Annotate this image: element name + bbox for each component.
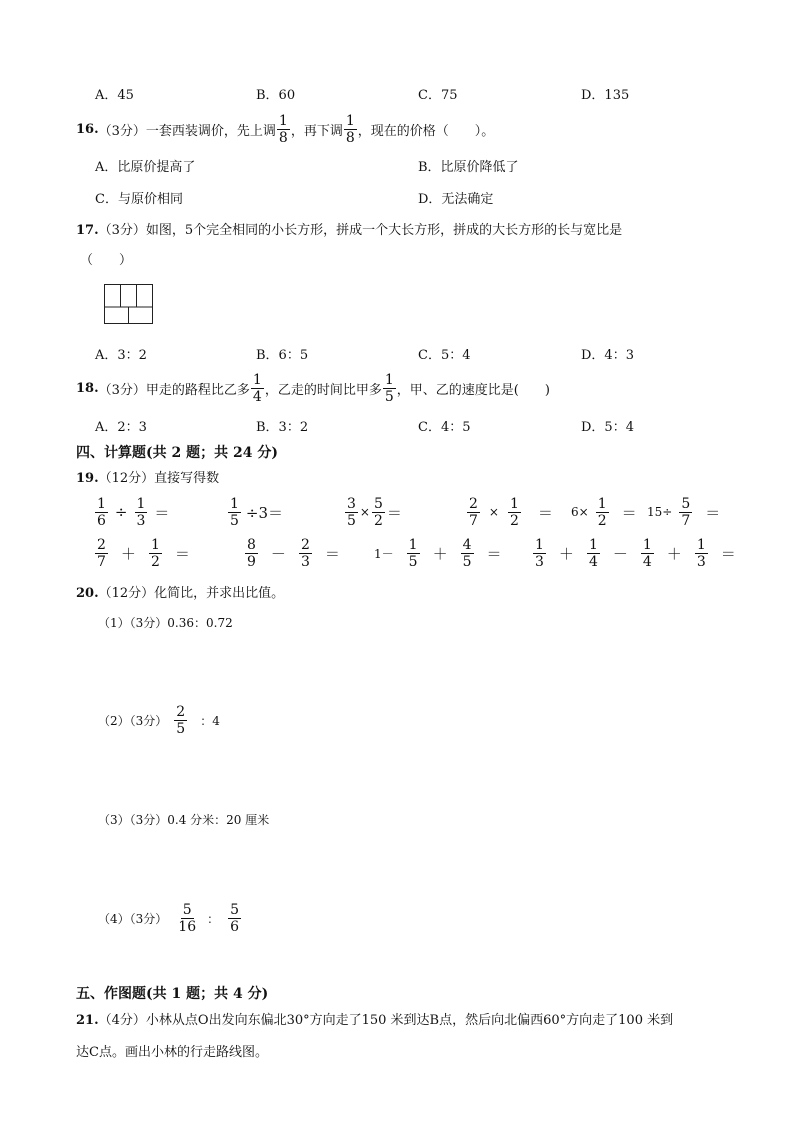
q20-part-1: （1）（3分）0.36：0.72 <box>98 616 233 630</box>
expr-10 <box>532 534 736 572</box>
numerator: 1 <box>150 536 160 553</box>
denominator: 5 <box>408 553 418 570</box>
numerator: 1 <box>408 536 418 553</box>
numerator: 5 <box>373 495 383 512</box>
denominator: 5 <box>176 720 186 737</box>
numerator: 3 <box>347 495 356 512</box>
q16-option-d: D．无法确定 <box>418 192 494 207</box>
expr-3 <box>344 493 402 531</box>
denominator: 2 <box>509 512 519 529</box>
expr-4 <box>466 493 553 531</box>
denominator: 6 <box>230 918 240 935</box>
fraction <box>679 496 692 529</box>
question-20-stem <box>76 582 284 601</box>
denominator: 6 <box>97 512 106 529</box>
fraction <box>407 537 420 570</box>
stem-text: ，再下调 <box>290 123 343 139</box>
denominator: 2 <box>373 512 383 529</box>
fraction <box>587 537 600 570</box>
question-number: 19. <box>76 471 99 486</box>
q16-option-c: C．与原价相同 <box>95 192 183 207</box>
question-number: 16. <box>76 121 99 137</box>
q15-option-b: B．60 <box>256 88 296 103</box>
question-score: （3分） <box>98 123 146 139</box>
q18-option-a: A．2：3 <box>95 420 147 435</box>
section-5-title: 五、作图题(共 1 题；共 4 分) <box>76 986 269 1002</box>
q20-part-3: （3）（3分）0.4 分米：20 厘米 <box>98 813 270 827</box>
fraction <box>383 372 396 405</box>
stem-text: ，甲、乙的速度比是( ) <box>396 382 550 398</box>
expr-6 <box>647 493 720 531</box>
fraction <box>533 537 546 570</box>
fraction <box>299 537 312 570</box>
operator: ＋ <box>120 544 136 563</box>
denominator: 5 <box>230 512 239 529</box>
operator: － <box>270 544 286 563</box>
equals-sign: ＝ <box>705 503 721 522</box>
equals-sign: ＝ <box>154 503 170 522</box>
stem-text: 一套西装调价，先上调 <box>145 123 276 139</box>
fraction <box>245 537 258 570</box>
fraction <box>641 537 654 570</box>
denominator: 5 <box>384 388 394 405</box>
denominator: 2 <box>150 553 160 570</box>
numerator: 2 <box>469 495 478 512</box>
q15-option-c: C．75 <box>418 88 458 103</box>
denominator: 3 <box>136 512 146 529</box>
denominator: 3 <box>300 553 310 570</box>
operator: ÷ <box>114 503 128 521</box>
numerator: 5 <box>681 495 691 512</box>
question-score: （12分） <box>98 586 155 601</box>
q17-option-b: B．6：5 <box>256 348 309 363</box>
numerator: 1 <box>597 495 607 512</box>
q17-option-c: C．5：4 <box>418 348 471 363</box>
operator: ＋ <box>432 544 448 563</box>
numerator: 1 <box>252 371 262 388</box>
operator: 1－ <box>374 546 394 561</box>
stem-text: ，乙走的时间比甲多 <box>264 382 382 398</box>
fraction <box>344 113 357 146</box>
question-18-stem <box>76 369 550 407</box>
fraction <box>277 113 290 146</box>
numerator: 1 <box>384 371 394 388</box>
denominator: 4 <box>252 388 262 405</box>
operator: × <box>359 505 370 519</box>
operator: ＋ <box>666 544 682 563</box>
denominator: 9 <box>247 553 256 570</box>
numerator: 8 <box>247 536 256 553</box>
part-label: （2）（3分） <box>98 713 168 728</box>
fraction <box>467 496 480 529</box>
question-number: 18. <box>76 380 99 396</box>
equals-sign: ＝ <box>537 503 553 522</box>
expr-5 <box>571 493 637 531</box>
fraction <box>251 372 264 405</box>
denominator: 16 <box>178 918 197 935</box>
denominator: 2 <box>597 512 607 529</box>
denominator: 7 <box>469 512 478 529</box>
fraction <box>596 496 609 529</box>
denominator: 4 <box>642 553 652 570</box>
denominator: 8 <box>278 129 288 146</box>
expr-1 <box>94 493 169 531</box>
numerator: 1 <box>535 536 544 553</box>
q15-option-a: A．45 <box>95 88 134 103</box>
ratio-colon: ： <box>207 911 220 926</box>
numerator: 5 <box>182 901 192 918</box>
numerator: 1 <box>278 112 288 129</box>
question-score: （12分） <box>98 471 155 486</box>
operator: × <box>488 505 499 519</box>
numerator: 4 <box>462 536 472 553</box>
operator: ÷3＝ <box>245 503 284 522</box>
rectangle-figure <box>104 284 153 324</box>
fraction <box>174 704 187 737</box>
question-19-stem <box>76 467 219 486</box>
q18-option-d: D．5：4 <box>581 420 634 435</box>
denominator: 3 <box>696 553 706 570</box>
operator: － <box>612 544 628 563</box>
stem-text: 小林从点O出发向东偏北30°方向走了150 米到达B点，然后向北偏西60°方向走了100 米到 <box>145 1013 674 1028</box>
equals-sign: ＝ <box>174 544 190 563</box>
equals-sign: ＝ <box>324 544 340 563</box>
fraction <box>372 496 385 529</box>
q18-option-c: C．4：5 <box>418 420 471 435</box>
fraction <box>149 537 162 570</box>
question-21-line-2: 达C点。画出小林的行走路线图。 <box>76 1045 268 1060</box>
fraction <box>95 496 108 529</box>
expr-9 <box>374 534 502 572</box>
question-17-stem <box>76 219 622 238</box>
q17-option-a: A．3：2 <box>95 348 147 363</box>
section-4-title: 四、计算题(共 2 题；共 24 分) <box>76 445 278 461</box>
denominator: 7 <box>97 553 106 570</box>
question-number: 21. <box>76 1013 99 1028</box>
numerator: 2 <box>176 703 186 720</box>
numerator: 1 <box>588 536 598 553</box>
denominator: 3 <box>535 553 544 570</box>
ratio-tail: ：4 <box>200 713 220 728</box>
q20-part-4 <box>98 898 242 938</box>
stem-text: 甲走的路程比乙多 <box>145 382 250 398</box>
fraction <box>345 496 358 529</box>
fraction <box>135 496 148 529</box>
denominator: 7 <box>681 512 691 529</box>
denominator: 4 <box>588 553 598 570</box>
expr-7 <box>94 534 190 572</box>
numerator: 1 <box>509 495 519 512</box>
expr-8 <box>244 534 340 572</box>
part-label: （4）（3分） <box>98 911 168 926</box>
q15-option-d: D．135 <box>581 88 630 103</box>
fraction <box>228 496 241 529</box>
numerator: 1 <box>642 536 652 553</box>
fraction <box>508 496 521 529</box>
equals-sign: ＝ <box>720 544 736 563</box>
operator: 15÷ <box>647 505 673 519</box>
question-17-paren: （ ） <box>80 253 133 268</box>
numerator: 1 <box>345 112 355 129</box>
numerator: 2 <box>97 536 106 553</box>
question-number: 17. <box>76 223 99 238</box>
fraction <box>228 902 241 935</box>
q20-part-2 <box>98 701 220 739</box>
q16-option-b: B．比原价降低了 <box>418 160 519 175</box>
denominator: 5 <box>347 512 356 529</box>
q18-option-b: B．3：2 <box>256 420 309 435</box>
fraction <box>695 537 708 570</box>
operator: 6× <box>571 505 589 519</box>
numerator: 1 <box>97 495 106 512</box>
question-score: （3分） <box>98 223 146 238</box>
numerator: 1 <box>696 536 706 553</box>
stem-text: ，现在的价格（ ）。 <box>357 123 495 139</box>
denominator: 8 <box>345 129 355 146</box>
equals-sign: ＝ <box>486 544 502 563</box>
equals-sign: ＝ <box>386 503 402 522</box>
fraction <box>95 537 108 570</box>
expr-2 <box>227 493 283 531</box>
stem-text: 化简比，并求出比值。 <box>154 586 285 601</box>
stem-text: 直接写得数 <box>154 471 220 486</box>
question-number: 20. <box>76 586 99 601</box>
question-21-line-1 <box>76 1009 673 1028</box>
q17-option-d: D．4：3 <box>581 348 634 363</box>
numerator: 1 <box>230 495 239 512</box>
numerator: 1 <box>136 495 146 512</box>
q16-option-a: A．比原价提高了 <box>95 160 196 175</box>
numerator: 5 <box>230 901 240 918</box>
fraction <box>176 902 198 935</box>
operator: ＋ <box>558 544 574 563</box>
question-score: （3分） <box>98 382 146 398</box>
numerator: 2 <box>300 536 310 553</box>
equals-sign: ＝ <box>621 503 637 522</box>
question-16-stem <box>76 110 494 148</box>
denominator: 5 <box>462 553 472 570</box>
fraction <box>461 537 474 570</box>
question-score: （4分） <box>98 1013 146 1028</box>
stem-text: 如图，5个完全相同的小长方形，拼成一个大长方形，拼成的大长方形的长与宽比是 <box>145 223 623 238</box>
